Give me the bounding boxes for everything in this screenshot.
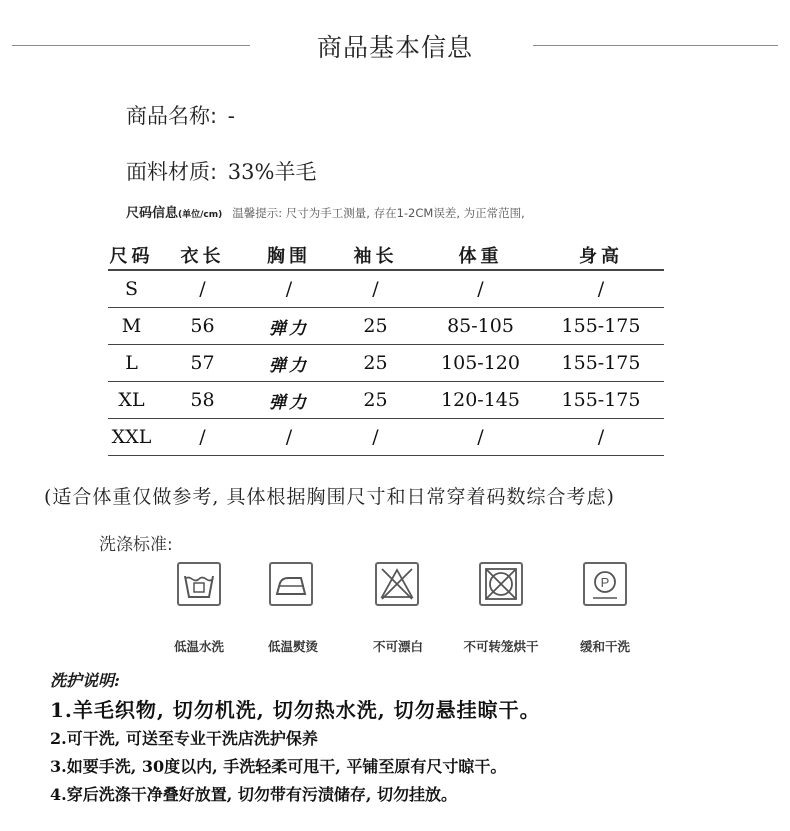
table-cell: 25 xyxy=(328,345,423,382)
table-row xyxy=(108,270,664,308)
size-table xyxy=(108,240,664,456)
header-length: 衣长 xyxy=(155,240,250,270)
size-info-unit: (单位/cm) xyxy=(178,210,223,220)
table-cell: 155-175 xyxy=(538,308,664,345)
care-label-dryclean: 缓和干洗 xyxy=(579,639,630,654)
table-cell: / xyxy=(155,419,250,456)
care-label-tumble: 不可转笼烘干 xyxy=(463,639,539,654)
no-bleach-icon xyxy=(374,561,420,607)
table-cell: / xyxy=(250,270,328,308)
table-cell: 120-145 xyxy=(423,382,538,419)
size-note: (适合体重仅做参考, 具体根据胸围尺寸和日常穿着码数综合考虑) xyxy=(44,486,615,508)
table-cell: / xyxy=(423,270,538,308)
instructions-title: 洗护说明: xyxy=(50,671,120,690)
material-label: 面料材质: xyxy=(126,160,218,184)
table-cell: 58 xyxy=(155,382,250,419)
table-row xyxy=(108,382,664,419)
size-table-header-row xyxy=(108,240,664,270)
care-label-iron: 低温熨烫 xyxy=(267,639,318,654)
table-cell: 155-175 xyxy=(538,345,664,382)
size-info-title: 尺码信息 xyxy=(126,206,179,221)
no-tumble-dry-icon xyxy=(478,561,524,607)
instruction-line-3: 3.如要手洗, 30度以内, 手洗轻柔可甩干, 平铺至原有尺寸晾干。 xyxy=(50,757,507,776)
table-row xyxy=(108,308,664,345)
table-cell: M xyxy=(108,308,155,345)
care-label-wash: 低温水洗 xyxy=(173,639,224,654)
table-cell: 弹力 xyxy=(250,308,328,345)
material-value: 33%羊毛 xyxy=(227,160,317,184)
instruction-line-2: 2.可干洗, 可送至专业干洗店洗护保养 xyxy=(50,729,318,748)
table-cell: XXL xyxy=(108,419,155,456)
header-chest: 胸围 xyxy=(250,240,328,270)
gentle-dry-clean-icon xyxy=(582,561,628,607)
low-temp-iron-icon xyxy=(268,561,314,607)
size-info-header xyxy=(126,202,525,221)
header-height: 身高 xyxy=(538,240,664,270)
instruction-line-1: 1.羊毛织物, 切勿机洗, 切勿热水洗, 切勿悬挂晾干。 xyxy=(50,698,541,722)
table-cell: 155-175 xyxy=(538,382,664,419)
svg-text:P: P xyxy=(600,575,610,590)
instruction-line-4: 4.穿后洗涤干净叠好放置, 切勿带有污渍储存, 切勿挂放。 xyxy=(50,785,457,804)
product-name-value: - xyxy=(227,104,235,128)
header-sleeve: 袖长 xyxy=(328,240,423,270)
page-title: 商品基本信息 xyxy=(316,33,473,62)
table-row xyxy=(108,419,664,456)
header-weight: 体重 xyxy=(423,240,538,270)
product-name-label: 商品名称: xyxy=(126,104,218,128)
table-cell: 105-120 xyxy=(423,345,538,382)
table-row xyxy=(108,345,664,382)
size-info-tip: 温馨提示: 尺寸为手工测量, 存在1-2CM误差, 为正常范围, xyxy=(232,206,525,220)
table-cell: 85-105 xyxy=(423,308,538,345)
table-cell: 弹力 xyxy=(250,382,328,419)
table-cell: / xyxy=(423,419,538,456)
table-cell: / xyxy=(328,419,423,456)
table-cell: / xyxy=(155,270,250,308)
table-cell: 56 xyxy=(155,308,250,345)
table-cell: S xyxy=(108,270,155,308)
table-cell: / xyxy=(250,419,328,456)
product-name-field xyxy=(126,100,235,130)
header-size: 尺码 xyxy=(108,240,155,270)
table-cell: 25 xyxy=(328,382,423,419)
table-cell: 弹力 xyxy=(250,345,328,382)
table-cell: 25 xyxy=(328,308,423,345)
material-field xyxy=(126,156,316,186)
care-title: 洗涤标准: xyxy=(99,535,173,555)
table-cell: / xyxy=(328,270,423,308)
table-cell: 57 xyxy=(155,345,250,382)
table-cell: / xyxy=(538,419,664,456)
table-cell: / xyxy=(538,270,664,308)
table-cell: L xyxy=(108,345,155,382)
care-label-bleach: 不可漂白 xyxy=(372,639,423,654)
low-temp-wash-icon xyxy=(176,561,222,607)
table-cell: XL xyxy=(108,382,155,419)
